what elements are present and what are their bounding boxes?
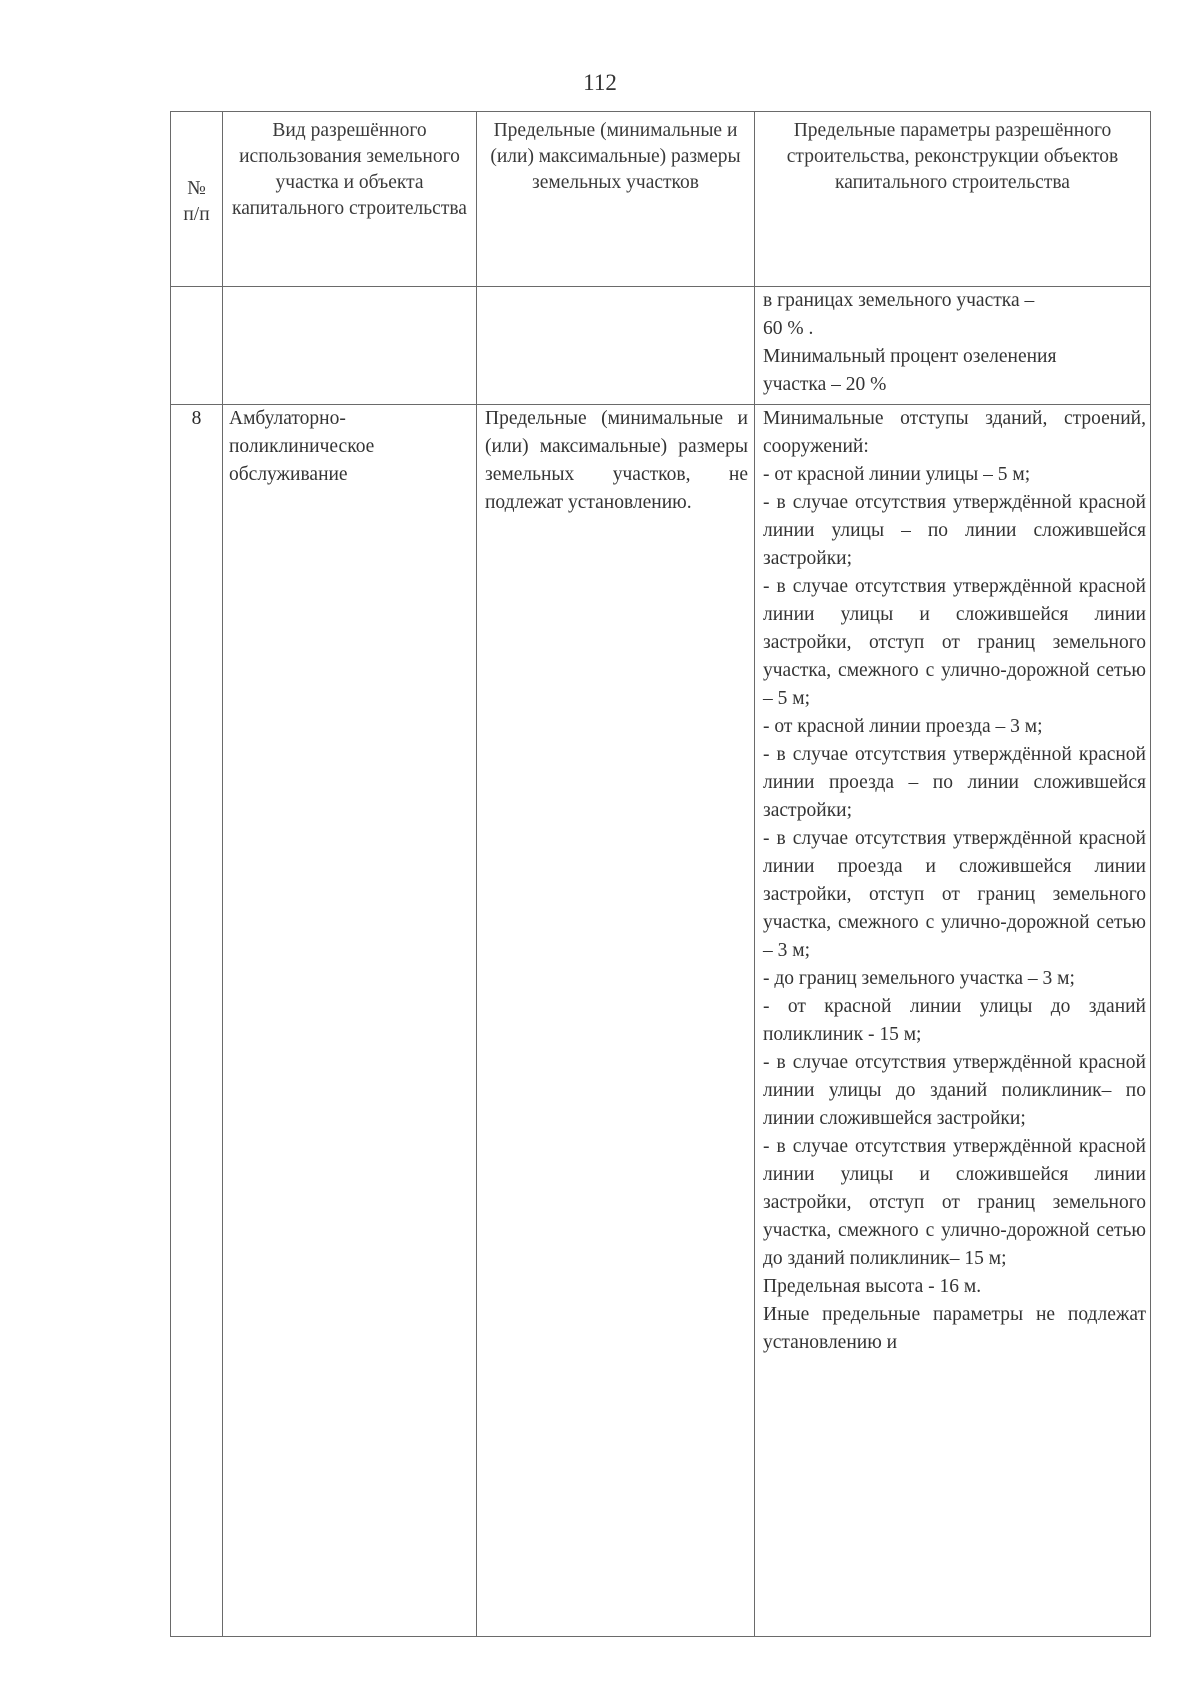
cell-empty [223,287,477,405]
cell-empty [171,287,223,405]
header-use-type: Вид разрешённого использования земельного участка и объекта капитального строительства [223,112,477,287]
parameter-item: - до границ земельного участка – 3 м; [763,968,1075,989]
cell-parameters-continuation [755,287,1151,405]
cell-empty [477,287,755,405]
parameter-item: - в случае отсутствия утверждённой красной линии улицы и сложившейся линии застройки, отступ от границ земельного участка, смежного с улично-дорожной сетью до зданий поликлиник– 15 м; [763,1136,1146,1269]
parameter-item: - в случае отсутствия утверждённой красной линии улицы – по линии сложившейся застройки; [763,492,1146,569]
continuation-line: Минимальный процент озеленения [763,346,1057,367]
parameter-item: - в случае отсутствия утверждённой красной линии проезда и сложившейся линии застройки, отступ от границ земельного участка, смежного с улично-дорожной сетью – 3 м; [763,828,1146,961]
cell-use-type: Амбулаторно-поликлиническое обслуживание [223,405,477,1637]
cell-parameters [755,405,1151,1637]
cell-plot-sizes: Предельные (минимальные и (или) максимальные) размеры земельных участков, не подлежат установлению. [477,405,755,1637]
header-parameters: Предельные параметры разрешённого строительства, реконструкции объектов капитального строительства [755,112,1151,287]
continuation-line: 60 % . [763,318,814,339]
table-row-item-8 [171,405,1151,1637]
parameter-item: - в случае отсутствия утверждённой красной линии улицы и сложившейся линии застройки, отступ от границ земельного участка, смежного с улично-дорожной сетью – 5 м; [763,576,1146,709]
continuation-line: в границах земельного участка – [763,290,1035,311]
parameter-item: - от красной линии улицы до зданий поликлиник - 15 м; [763,996,1146,1045]
table-header-row [171,112,1151,287]
parameter-item: - от красной линии улицы – 5 м; [763,464,1031,485]
page-number: 112 [583,70,617,95]
parameter-item: - в случае отсутствия утверждённой красной линии улицы до зданий поликлиник– по линии сложившейся застройки; [763,1052,1146,1129]
parameter-item: Предельная высота - 16 м. [763,1276,982,1297]
parameter-item: - в случае отсутствия утверждённой красной линии проезда – по линии сложившейся застройки; [763,744,1146,821]
cell-number: 8 [171,405,223,1637]
header-plot-sizes: Предельные (минимальные и (или) максимальные) размеры земельных участков [477,112,755,287]
parameter-item: Минимальные отступы зданий, строений, сооружений: [763,408,1146,457]
regulation-table [170,111,1151,1637]
parameter-item: - от красной линии проезда – 3 м; [763,716,1043,737]
parameter-item: Иные предельные параметры не подлежат установлению и [763,1304,1146,1353]
continuation-line: участка – 20 % [763,374,887,395]
header-number: № п/п [171,112,223,287]
table-row-continuation [171,287,1151,405]
